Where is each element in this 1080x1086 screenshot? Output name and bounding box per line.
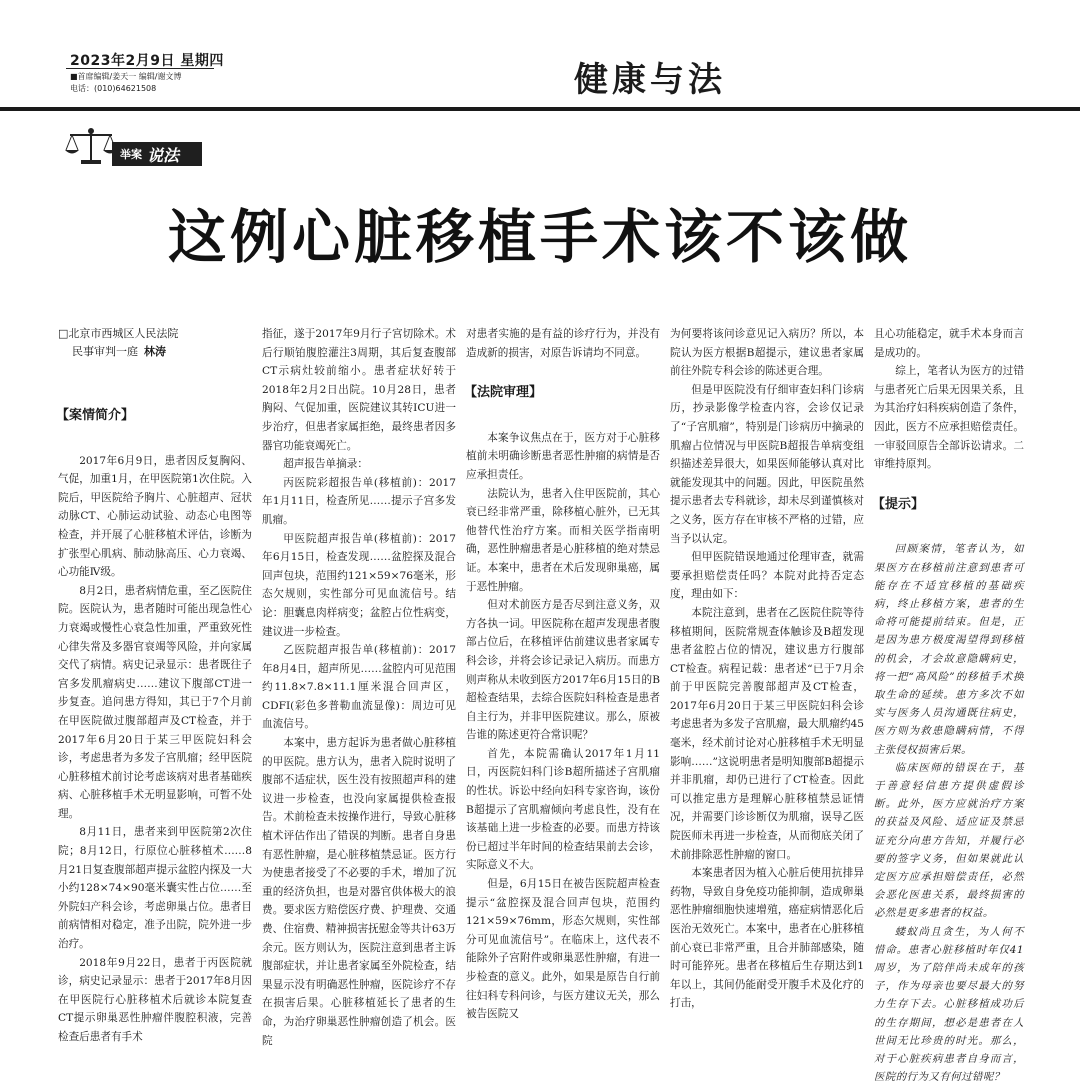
- paragraph: 8月11日，患者来到甲医院第2次住院；8月12日，行原位心脏移植术……8月21日复查腹部超声提示盆腔内探及一大小约128×74×90毫米囊实性占位……至外院妇产科会诊，考虑卵巢占位。患者目前病情相对稳定，准予出院，院外进一步治疗。: [58, 826, 252, 951]
- masthead-rule: [66, 68, 214, 69]
- section-heading-trial: 【法院审理】: [464, 385, 543, 401]
- paragraph: 但甲医院错误地通过伦理审查，就需要承担赔偿责任吗？本院对此持否定态度，理由如下：: [670, 551, 864, 601]
- paragraph: 综上，笔者认为医方的过错与患者死亡后果无因果关系，且为其治疗妇科疾病创造了条件，因此，医方不应承担赔偿责任。一审驳回原告全部诉讼请求。二审维持原判。: [874, 365, 1024, 471]
- paragraph: 蝼蚁尚且贪生，为人何不惜命。患者心脏移植时年仅41周岁，为了陪伴尚未成年的孩子，作为母亲也要尽最大的努力生存下去。心脏移植成功后的生存期间，想必是患者在人世间无比珍贵的时光。那么，对于心脏疾病患者自身而言，医院的行为又有何过错呢？: [874, 925, 1024, 1084]
- paragraph: 2017年6月9日，患者因反复胸闷、气促，加重1月，在甲医院第1次住院。入院后，甲医院给予胸片、心脏超声、冠状动脉CT、心肺运动试验、动态心电图等检查，并开展了心脏移植术评估，诊断为扩张型心肌病、肺动脉高压、心力衰竭、心功能Ⅳ级。: [58, 454, 252, 579]
- column-label-prefix: 举案: [120, 148, 142, 161]
- text-column-4: [670, 325, 864, 1010]
- paragraph: 丙医院彩超报告单(移植前)：2017年1月11日，检查所见……提示子宫多发肌瘤。: [262, 476, 456, 526]
- editors-line: ■首席编辑/姜天一 编辑/谢文博: [70, 72, 182, 81]
- headline: 这例心脏移植手术该不该做: [167, 203, 912, 271]
- paragraph: 乙医院超声报告单(移植前)：2017年8月4日，超声所见……盆腔内可见范围约11.8×7.8×11.1厘米混合回声区，CDFI(彩色多普勒血流显像)：周边可见血流信号。: [262, 644, 456, 731]
- text-column-3: [464, 325, 660, 1021]
- paragraph: 且心功能稳定，就手术本身而言是成功的。: [874, 328, 1024, 359]
- paragraph: 本院注意到，患者在乙医院住院等待移植期间，医院常规查体触诊及B超发现患者盆腔占位的情况，建议患方行腹部CT检查。病程记载：患者述“已于7月余前于甲医院完善腹部超声及CT检查，2017年6月20日于某三甲医院妇科会诊考虑患者为多发子宫肌瘤，最大肌瘤约45毫米，经术前讨论对心脏移植手术无明显影响……”这说明患者是明知腹部B超提示并非肌瘤，却仍已进行了CT检查。因此可以推定患方是理解心脏移植禁忌证情况，并需要门诊诊断仅为肌瘤，误导乙医院医师未再进一步检查，从而彻底关闭了术前排除恶性肿瘤的窗口。: [670, 606, 864, 861]
- paragraph: 超声报告单摘录：: [283, 458, 368, 471]
- paragraph: 首先，本院需确认2017年1月11日，丙医院妇科门诊B超所描述子宫肌瘤的性状。诉讼中经向妇科专家咨询，该份B超提示了宫肌瘤倾向考虑良性，没有在该基础上进一步检查的必要。而患方持该份已超过半年时间的检查结果前去会诊，实际意义不大。: [466, 747, 660, 872]
- paragraph: 但是，6月15日在被告医院超声检查提示“盆腔探及混合回声包块，范围约121×59×76mm，形态欠规则，实性部分可见血流信号”。在临床上，这代表不能除外子宫附件或卵巢恶性肿瘤，有进一步检查的意义。此外，如果是原告自行前往妇科专科问诊，与医方建议无关，那么被告医院又: [466, 878, 660, 1021]
- paragraph: 回顾案情，笔者认为，如果医方在移植前注意到患者可能存在不适宜移植的基础疾病，终止移植方案，患者的生命将可能提前结束。但是，正是因为患方极度渴望得到移植的机会，才会故意隐瞒病史，将一把“高风险”的移植手术换取生命的延续。患方多次不如实与医务人员沟通既往病史，医方则为救患隐瞒病情，不得主张侵权损害后果。: [874, 543, 1024, 756]
- paragraph: 本案争议焦点在于，医方对于心脏移植前未明确诊断患者恶性肿瘤的病情是否应承担责任。: [466, 431, 660, 481]
- masthead-meta: [70, 71, 182, 95]
- paragraph: 本案中，患方起诉为患者做心脏移植的甲医院。患方认为，患者入院时说明了腹部不适症状，医生没有按照超声科的建议进一步检查，也没向家属提供检查报告。术前检查未按操作进行，导致心脏移植术评估作出了错误的判断。患者自身患有恶性肿瘤，是心脏移植禁忌证。医方行为使患者接受了不必要的手术，增加了沉重的经济负担，也是对器官供体极大的浪费。要求医方赔偿医疗费、护理费、交通费、住宿费、精神损害抚慰金等共计63万余元。医方则认为，医院注意到患者主诉腹部症状，并让患者家属至外院检查，结果显示没有明确恶性肿瘤，医院诊疗不存在损害后果。心脏移植延长了患者的生命，为治疗卵巢恶性肿瘤创造了机会。医院: [262, 737, 456, 1047]
- issue-date: 2023年2月9日 星期四: [70, 53, 224, 69]
- paragraph: 对患者实施的是有益的诊疗行为，并没有造成新的损害，对原告诉请均不同意。: [466, 328, 660, 359]
- text-column-2: [262, 325, 456, 1047]
- byline-org: □北京市西城区人民法院: [58, 327, 179, 340]
- paragraph: 2018年9月22日，患者于丙医院就诊，病史记录显示：患者于2017年8月因在甲医院行心脏移植术后就诊本院复查CT提示卵巢恶性肿瘤伴腹腔积液，完善检查后患者有手术: [58, 956, 252, 1043]
- phone-line: 电话：(010)64621508: [70, 84, 157, 93]
- paragraph: 但是甲医院没有仔细审查妇科门诊病历，抄录影像学检查内容，会诊仅记录了“子宫肌瘤”，特别是门诊病历中摘录的肌瘤占位情况与甲医院B超报告单病变组织描述差异很大，如果医师能够认真对比就能发现其中的问题。因此，甲医院虽然提示患者去专科就诊，却未尽到谨慎核对之义务，医方存在审核不严格的过错，应当予以认定。: [670, 383, 864, 545]
- paragraph: 甲医院超声报告单(移植前)：2017年6月15日，检查发现……盆腔探及混合回声包块，范围约121×59×76毫米，形态欠规则，实性部分可见血流信号。结论：胆囊息肉样病变；盆腔占位性病变，建议进一步检查。: [262, 532, 456, 638]
- byline: [58, 325, 252, 361]
- masthead-bar: [0, 107, 1080, 111]
- paragraph: 临床医师的错误在于，基于善意轻信患方提供虚假诊断。此外，医方应就治疗方案的获益及风险、适应证及禁忌证充分向患方告知，并履行必要的签字义务，但如果就此认定医方应承担赔偿责任，必然会恶化医患关系，最终损害的必然是更多患者的权益。: [874, 761, 1024, 920]
- text-column-5: [872, 325, 1024, 1084]
- paragraph: 法院认为，患者入住甲医院前，其心衰已经非常严重，除移植心脏外，已无其他替代性治疗方案。而相关医学指南明确，恶性肿瘤患者是心脏移植的绝对禁忌证。本案中，患者在术后发现卵巢癌，属于恶性肿瘤。: [466, 487, 660, 593]
- paragraph: 本案患者因为植入心脏后使用抗排异药物，导致自身免疫功能抑制，造成卵巢恶性肿瘤细胞快速增殖，癌症病情恶化后医治无效死亡。本案中，患者在心脏移植前心衰已非常严重，且合并肺部感染，随时可能猝死。患者在移植后生存期达到1年以上，其间仍能耐受开腹手术及化疗的打击，: [670, 867, 864, 1010]
- column-label-name: 说法: [147, 145, 180, 165]
- byline-dept: 民事审判一庭: [72, 345, 138, 358]
- paragraph: 指征，遂于2017年9月行子宫切除术。术后行顺铂腹腔灌注3周期，其后复查腹部CT示病灶较前缩小。患者症状好转于2018年2月2日出院。10月28日，患者胸闷、气促加重，医院建议其转ICU进一步治疗，但患者家属拒绝，最终患者因多器官功能衰竭死亡。: [262, 328, 456, 452]
- column-label: [112, 142, 202, 166]
- text-column-1: [56, 325, 252, 1043]
- section-heading-tips: 【提示】: [872, 496, 925, 512]
- section-title: 健康与法: [574, 60, 726, 100]
- paragraph: 为何要将该问诊意见记入病历？所以，本院认为医方根据B超提示，建议患者家属前往外院专科会诊的陈述更合理。: [670, 328, 864, 378]
- section-heading-case: 【案情简介】: [56, 408, 135, 423]
- paragraph: 但对术前医方是否尽到注意义务，双方各执一词。甲医院称在超声发现患者腹部占位后，在移植评估前建议患者家属专科会诊，并将会诊记录记入病历。而患方则声称从未收到医方2017年6月15日的B超检查结果，去综合医院妇科检查是患者自主行为，并非甲医院建议。那么，原被告谁的陈述更符合常识呢？: [466, 599, 660, 742]
- paragraph: 8月2日，患者病情危重，至乙医院住院。医院认为，患者随时可能出现急性心力衰竭或慢性心衰急性加重，严重致死性心律失常及多器官衰竭等风险，并向家属交代了病情。病史记录显示：患者既往子宫多发肌瘤病史……建议下腹部CT进一步复查。追问患方得知，其已于7个月前在甲医院做过腹部超声及CT检查，并于2017年6月20日于某三甲医院妇科会诊，考虑患者为多发子宫肌瘤；经甲医院心脏移植术前讨论考虑该病对患者基础疾病、心脏移植手术无明显影响，可暂不处理。: [58, 584, 252, 820]
- tips-box: [874, 540, 1024, 1086]
- byline-author: 林涛: [144, 345, 166, 358]
